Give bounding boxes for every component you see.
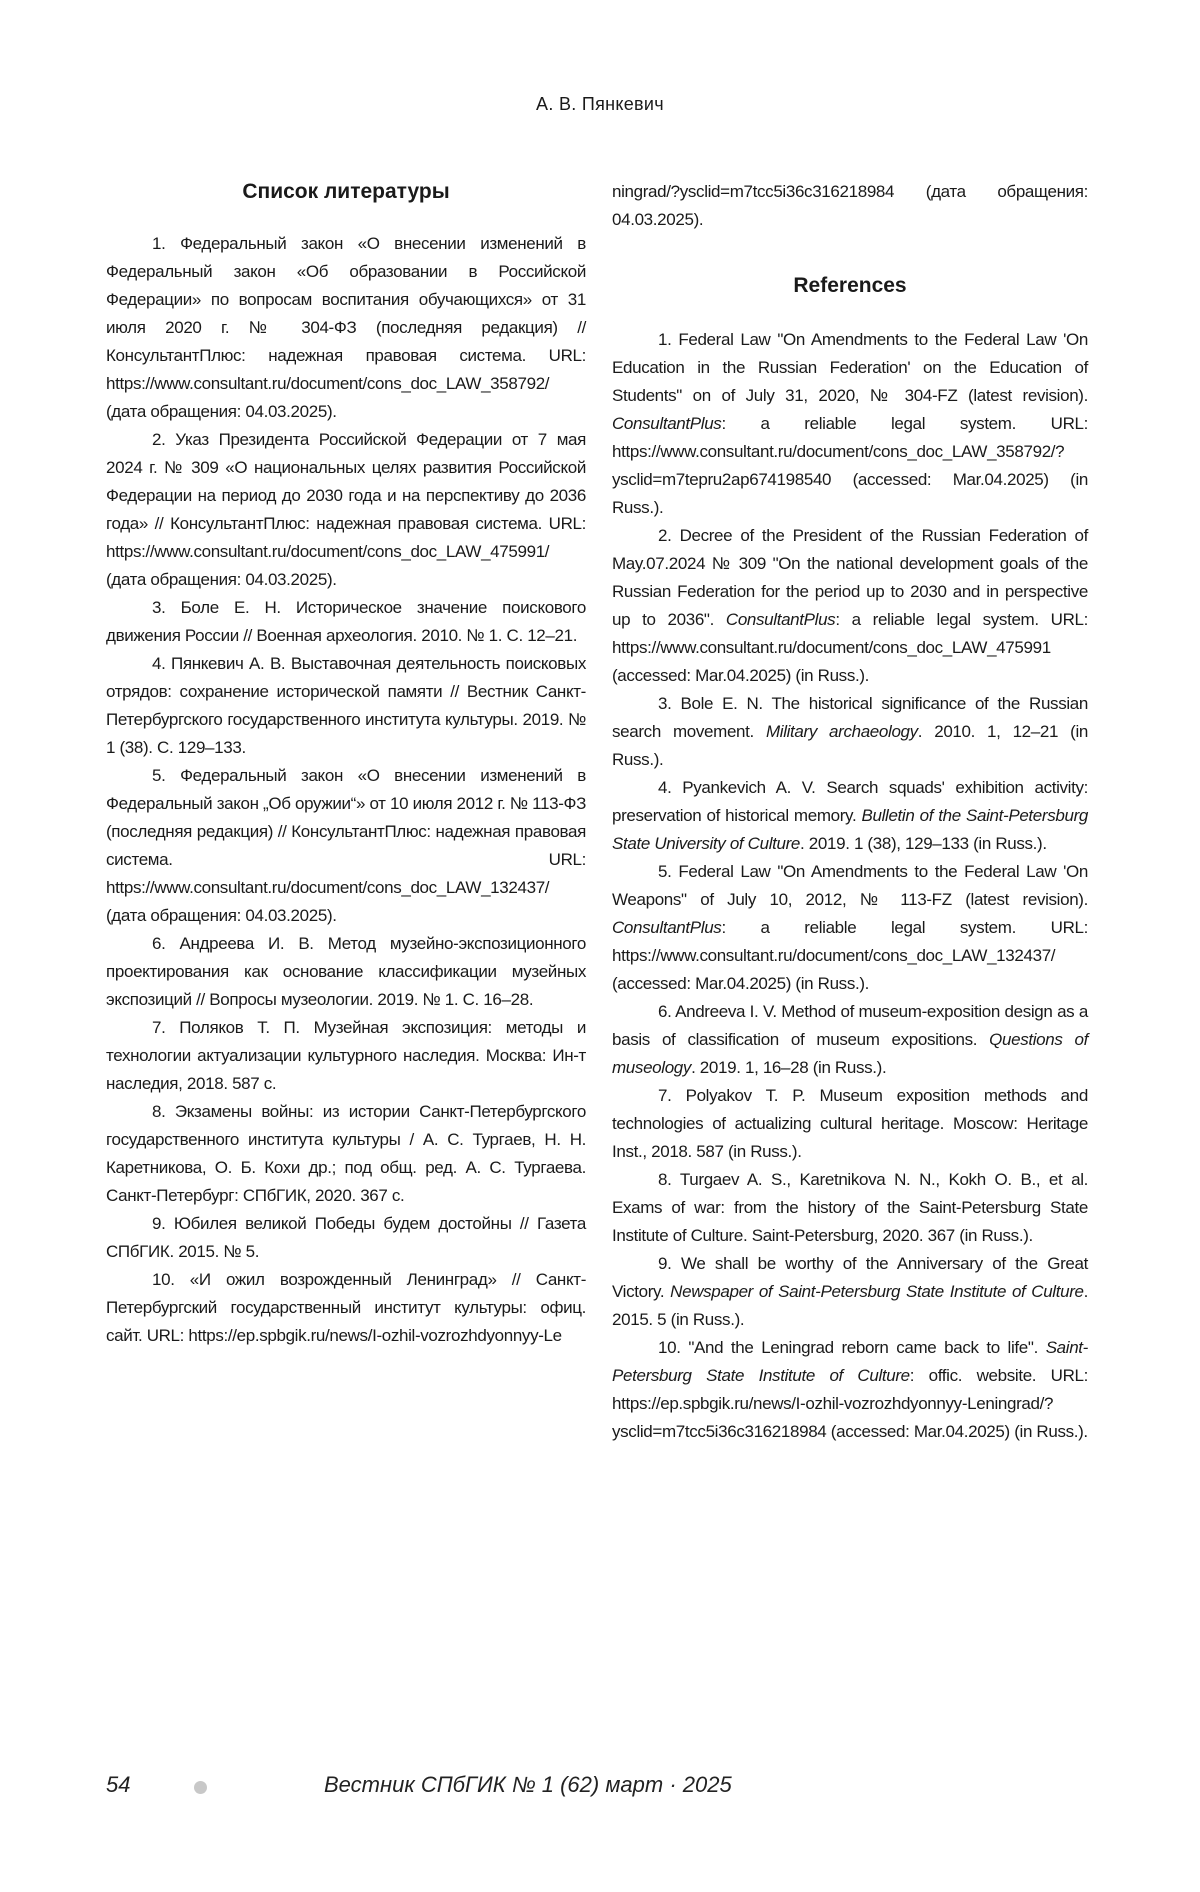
left-column <box>106 178 586 1350</box>
reference-item <box>106 594 586 650</box>
reference-text: 10. "And the Leningrad reborn came back to life". <box>658 1338 1046 1357</box>
reference-text: . 2010. 1, 12–21 (in Russ.). <box>612 722 1088 769</box>
reference-item <box>106 426 586 594</box>
references-title-en: References <box>793 274 907 297</box>
separator-dot-icon <box>194 1781 207 1794</box>
reference-source-italic: ConsultantPlus <box>612 414 722 433</box>
reference-item <box>106 1210 586 1266</box>
reference-text: 9. We shall be worthy of the Anniversary of the Great Victory. <box>612 1254 1088 1301</box>
reference-text: : a reliable legal system. URL: https://www.consultant.ru/document/cons_doc_LAW_132437/ (accessed: Mar.04.2025) (in Russ.). <box>612 918 1088 993</box>
reference-source-italic: Newspaper of Saint-Petersburg State Institute of Culture <box>670 1282 1084 1301</box>
reference-text: 1. Федеральный закон «О внесении изменений в Федеральный закон «Об образовании в Российской Федерации» по вопросам воспитания обучающихся» от 31 июля 2020 г. № 304-ФЗ (последняя редакция) // КонсультантПлюс: надежная правовая система. URL: https://www.consultant.ru/document/cons_doc_LAW_358792/ (дата обращения: 04.03.2025). <box>106 234 586 421</box>
reference-item <box>612 1250 1088 1334</box>
reference-item <box>612 858 1088 998</box>
reference-item <box>106 1266 586 1350</box>
reference-text: . 2019. 1 (38), 129–133 (in Russ.). <box>800 834 1047 853</box>
reference-source-italic: Bulletin of the Saint-Petersburg State University of Culture <box>612 806 1088 853</box>
reference-item <box>612 774 1088 858</box>
reference-item <box>612 690 1088 774</box>
reference-item <box>612 1082 1088 1166</box>
reference-text: 9. Юбилея великой Победы будем достойны // Газета СПбГИК. 2015. № 5. <box>106 1214 586 1261</box>
reference-source-italic: Military archaeology <box>765 722 918 741</box>
reference-item <box>106 1098 586 1210</box>
reference-text: 5. Federal Law "On Amendments to the Federal Law 'On Weapons" of July 10, 2012, № 113-FZ (latest revision). <box>612 862 1088 909</box>
bibliography-list-ru <box>106 230 586 1350</box>
reference-item <box>612 522 1088 690</box>
reference-item <box>106 230 586 426</box>
reference-text: 7. Поляков Т. П. Музейная экспозиция: методы и технологии актуализации культурного наследия. Москва: Ин-т наследия, 2018. 587 с. <box>106 1018 586 1093</box>
reference-item <box>612 326 1088 522</box>
journal-title: Вестник СПбГИК № 1 (62) март · 2025 <box>324 1772 732 1797</box>
reference-continuation: ningrad/?ysclid=m7tcc5i36c316218984 (дата обращения: 04.03.2025). <box>612 182 1088 229</box>
right-column <box>612 178 1088 1446</box>
reference-text: 4. Pyankevich A. V. Search squads' exhibition activity: preservation of historical memory. <box>612 778 1088 825</box>
reference-text: 3. Bole E. N. The historical significance of the Russian search movement. <box>612 694 1088 741</box>
reference-text: : a reliable legal system. URL: https://www.consultant.ru/document/cons_doc_LAW_358792/?ysclid=m7tepru2ap674198540 (accessed: Mar.04.2025) (in Russ.). <box>612 414 1088 517</box>
page-number: 54 <box>106 1772 131 1797</box>
reference-source-italic: ConsultantPlus <box>612 918 722 937</box>
reference-text: 7. Polyakov T. P. Museum exposition methods and technologies of actualizing cultural heritage. Moscow: Heritage Inst., 2018. 587 (in Russ.). <box>612 1086 1088 1161</box>
page-footer <box>106 1772 1106 1802</box>
reference-item <box>612 998 1088 1082</box>
reference-item <box>612 1166 1088 1250</box>
reference-text: . 2019. 1, 16–28 (in Russ.). <box>691 1058 887 1077</box>
reference-text: 2. Decree of the President of the Russian Federation of May.07.2024 № 309 "On the national development goals of the Russian Federation for the period up to 2030 and in perspective up to 2036". <box>612 526 1088 629</box>
references-list-en <box>612 326 1088 1446</box>
reference-source-italic: ConsultantPlus <box>725 610 836 629</box>
reference-text: 6. Андреева И. В. Метод музейно-экспозиционного проектирования как основание классификации музейных экспозиций // Вопросы музеологии. 2019. № 1. С. 16–28. <box>106 934 586 1009</box>
reference-text: 5. Федеральный закон «О внесении изменений в Федеральный закон „Об оружии“» от 10 июля 2012 г. № 113-ФЗ (последняя редакция) // КонсультантПлюс: надежная правовая система. URL: https://www.consultant.ru/document/cons_doc_LAW_132437/ (дата обращения: 04.03.2025). <box>106 766 586 925</box>
reference-text: 6. Andreeva I. V. Method of museum-exposition design as a basis of classification of museum expositions. <box>612 1002 1088 1049</box>
reference-text: 3. Боле Е. Н. Историческое значение поискового движения России // Военная археология. 2010. № 1. С. 12–21. <box>106 598 586 645</box>
reference-text: 2. Указ Президента Российской Федерации от 7 мая 2024 г. № 309 «О национальных целях развития Российской Федерации на период до 2030 года и на перспективу до 2036 года» // КонсультантПлюс: надежная правовая система. URL: https://www.consultant.ru/document/cons_doc_LAW_475991/ (дата обращения: 04.03.2025). <box>106 430 586 589</box>
reference-text: 4. Пянкевич А. В. Выставочная деятельность поисковых отрядов: сохранение исторической памяти // Вестник Санкт-Петербургского государственного института культуры. 2019. № 1 (38). С. 129–133. <box>106 654 586 757</box>
reference-item <box>106 930 586 1014</box>
reference-text: . 2015. 5 (in Russ.). <box>612 1282 1088 1329</box>
reference-text: : offic. website. URL: https://ep.spbgik.ru/news/I-ozhil-vozrozhdyonnyy-Leningrad/?ysclid=m7tcc5i36c316218984 (accessed: Mar.04.2025) (in Russ.). <box>612 1366 1088 1441</box>
reference-source-italic: Questions of museology <box>612 1030 1088 1077</box>
reference-source-italic: Saint-Petersburg State Institute of Culture <box>612 1338 1088 1385</box>
reference-text: 1. Federal Law "On Amendments to the Federal Law 'On Education in the Russian Federation' on the Education of Students" on of July 31, 2020, № 304-FZ (latest revision). <box>612 330 1088 405</box>
reference-text: : a reliable legal system. URL: https://www.consultant.ru/document/cons_doc_LAW_475991 (accessed: Mar.04.2025) (in Russ.). <box>612 610 1088 685</box>
reference-text: 8. Экзамены войны: из истории Санкт-Петербургского государственного института культуры / А. С. Тургаев, Н. Н. Каретникова, О. Б. Кохи др.; под общ. ред. А. С. Тургаева. Санкт-Петербург: СПбГИК, 2020. 367 с. <box>106 1102 586 1205</box>
reference-item <box>106 1014 586 1098</box>
bibliography-title-ru: Список литературы <box>242 180 450 203</box>
running-head-author: А. В. Пянкевич <box>536 94 664 114</box>
reference-item <box>612 1334 1088 1446</box>
reference-text: 8. Turgaev A. S., Karetnikova N. N., Kokh O. B., et al. Exams of war: from the history of the Saint-Petersburg State Institute of Culture. Saint-Petersburg, 2020. 367 (in Russ.). <box>612 1170 1088 1245</box>
reference-item <box>106 650 586 762</box>
reference-text: 10. «И ожил возрожденный Ленинград» // Санкт-Петербургский государственный институт культуры: офиц. сайт. URL: https://ep.spbgik.ru/news/I-ozhil-vozrozhdyonnyy-Le <box>106 1270 586 1345</box>
reference-item <box>106 762 586 930</box>
